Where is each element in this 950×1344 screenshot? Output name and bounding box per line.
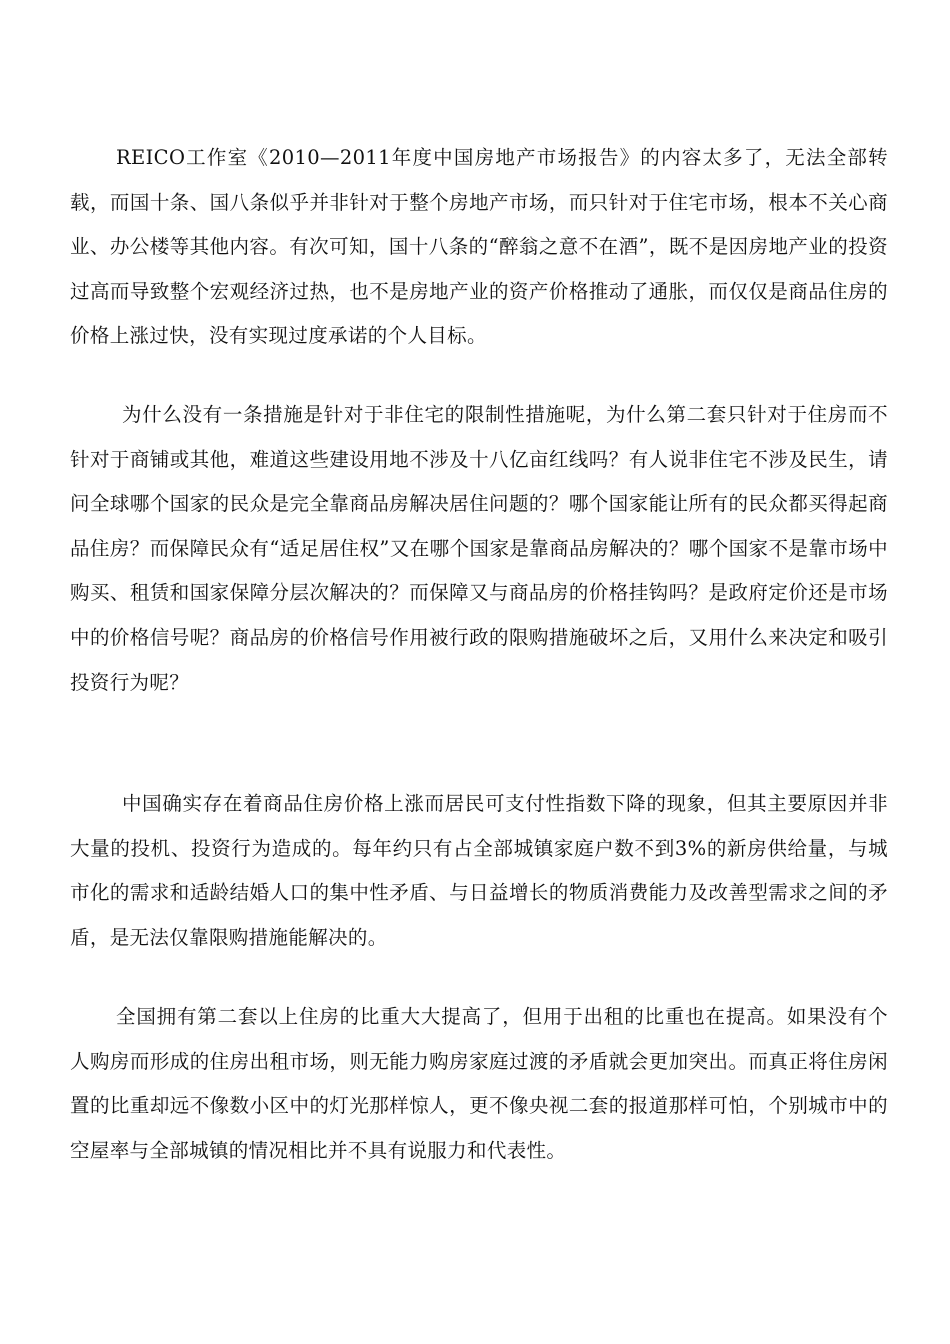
paragraph-2: 为什么没有一条措施是针对于非住宅的限制性措施呢，为什么第二套只针对于住房而不针对于商铺或其他，难道这些建设用地不涉及十八亿亩红线吗？有人说非住宅不涉及民生，请问全球哪个国家的民众是完全靠商品房解决居住问题的？哪个国家能让所有的民众都买得起商品住房？而保障民众有“适足居住权”又在哪个国家是靠商品房解决的？哪个国家不是靠市场中购买、租赁和国家保障分层次解决的？而保障又与商品房的价格挂钩吗？是政府定价还是市场中的价格信号呢？商品房的价格信号作用被行政的限购措施破坏之后，又用什么来决定和吸引投资行为呢？ <box>70 403 888 694</box>
paragraph-4: 全国拥有第二套以上住房的比重大大提高了，但用于出租的比重也在提高。如果没有个人购房而形成的住房出租市场，则无能力购房家庭过渡的矛盾就会更加突出。而真正将住房闲置的比重却远不像数小区中的灯光那样惊人，更不像央视二套的报道那样可怕，个别城市中的空屋率与全部城镇的情况相比并不具有说服力和代表性。 <box>70 1005 888 1162</box>
paragraph-1: REICO工作室《2010—2011年度中国房地产市场报告》的内容太多了，无法全部转载，而国十条、国八条似乎并非针对于整个房地产市场，而只针对于住宅市场，根本不关心商业、办公楼等其他内容。有次可知，国十八条的“醉翁之意不在酒”，既不是因房地产业的投资过高而导致整个宏观经济过热，也不是房地产业的资产价格推动了通胀，而仅仅是商品住房的价格上涨过快，没有实现过度承诺的个人目标。 <box>70 146 888 348</box>
paragraph-3: 中国确实存在着商品住房价格上涨而居民可支付性指数下降的现象，但其主要原因并非大量的投机、投资行为造成的。每年约只有占全部城镇家庭户数不到3%的新房供给量，与城市化的需求和适龄结婚人口的集中性矛盾、与日益增长的物质消费能力及改善型需求之间的矛盾，是无法仅靠限购措施能解决的。 <box>70 792 888 949</box>
